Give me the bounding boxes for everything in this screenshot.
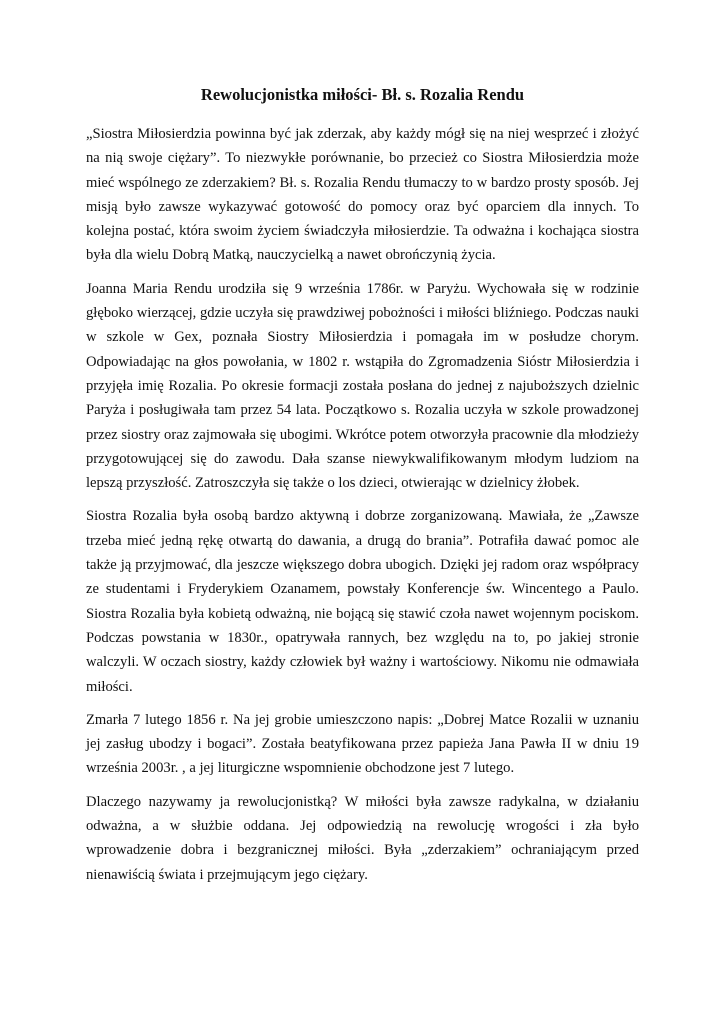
paragraph-intro: „Siostra Miłosierdzia powinna być jak zderzak, aby każdy mógł się na niej wesprzeć i złożyć na nią swoje ciężary”. To niezwykłe porównanie, bo przecież co Siostra Miłosierdzia może mieć wspólnego ze zderzakiem? Bł. s. Rozalia Rendu tłumaczy to w bardzo prosty sposób. Jej misją było zawsze wykazywać gotowość do pomocy oraz być oparciem dla innych. To kolejna postać, która swoim życiem świadczyła miłosierdzie. Ta odważna i kochająca siostra była dla wielu Dobrą Matką, nauczycielką a nawet obrończynią życia. [86, 126, 639, 264]
document-title: Rewolucjonistka miłości- Bł. s. Rozalia Rendu [200, 85, 525, 104]
paragraph-biography: Joanna Maria Rendu urodziła się 9 września 1786r. w Paryżu. Wychowała się w rodzinie głęboko wierzącej, gdzie uczyła się prawdziwej pobożności i miłości bliźniego. Podczas nauki w szkole w Gex, poznała Siostry Miłosierdzia i pomagała im w posłudze chorym. Odpowiadając na głos powołania, w 1802 r. wstąpiła do Zgromadzenia Sióstr Miłosierdzia i przyjęła imię Rozalia. Po okresie formacji została posłana do jednej z najuboższych dzielnic Paryża i posługiwała tam przez 54 lata. Początkowo s. Rozalia uczyła w szkole prowadzonej przez siostry oraz zajmowała się ubogimi. Wkrótce potem otworzyła pracownie dla młodzieży przygotowującej się do zawodu. Dała szanse niewykwalifikowanym młodym ludziom na lepszą przyszłość. Zatroszczyła się także o los dzieci, otwierając w dzielnicy żłobek. [86, 280, 639, 492]
paragraph-activity: Siostra Rozalia była osobą bardzo aktywną i dobrze zorganizowaną. Mawiała, że „Zawsze trzeba mieć jedną rękę otwartą do dawania, a drugą do brania”. Potrafiła dawać pomoc ale także ją przyjmować, dla jeszcze większego dobra ubogich. Dzięki jej radom oraz współpracy ze studentami i Fryderykiem Ozanamem, powstały Konferencje św. Wincentego a Paulo. Siostra Rozalia była kobietą odważną, nie bojącą się stawić czoła nawet wojennym pociskom. Podczas powstania w 1830r., opatrywała rannych, bez względu na to, po jakiej stronie walczyli. W oczach siostry, każdy człowiek był ważny i wartościowy. Nikomu nie odmawiała miłości. [86, 508, 639, 695]
paragraph-death-beatification: Zmarła 7 lutego 1856 r. Na jej grobie umieszczono napis: „Dobrej Matce Rozalii w uznaniu jej zasług ubodzy i bogaci”. Została beatyfikowana przez papieża Jana Pawła II w dniu 19 września 2003r. , a jej liturgiczne wspomnienie obchodzone jest 7 lutego. [86, 711, 639, 777]
paragraph-conclusion: Dlaczego nazywamy ja rewolucjonistką? W miłości była zawsze radykalna, w działaniu odważna, a w służbie oddana. Jej odpowiedzią na rewolucję wrogości i zła było wprowadzenie dobra i bezgranicznej miłości. Była „zderzakiem” ochraniającym przed nienawiścią świata i przejmującym jego ciężary. [86, 793, 639, 883]
